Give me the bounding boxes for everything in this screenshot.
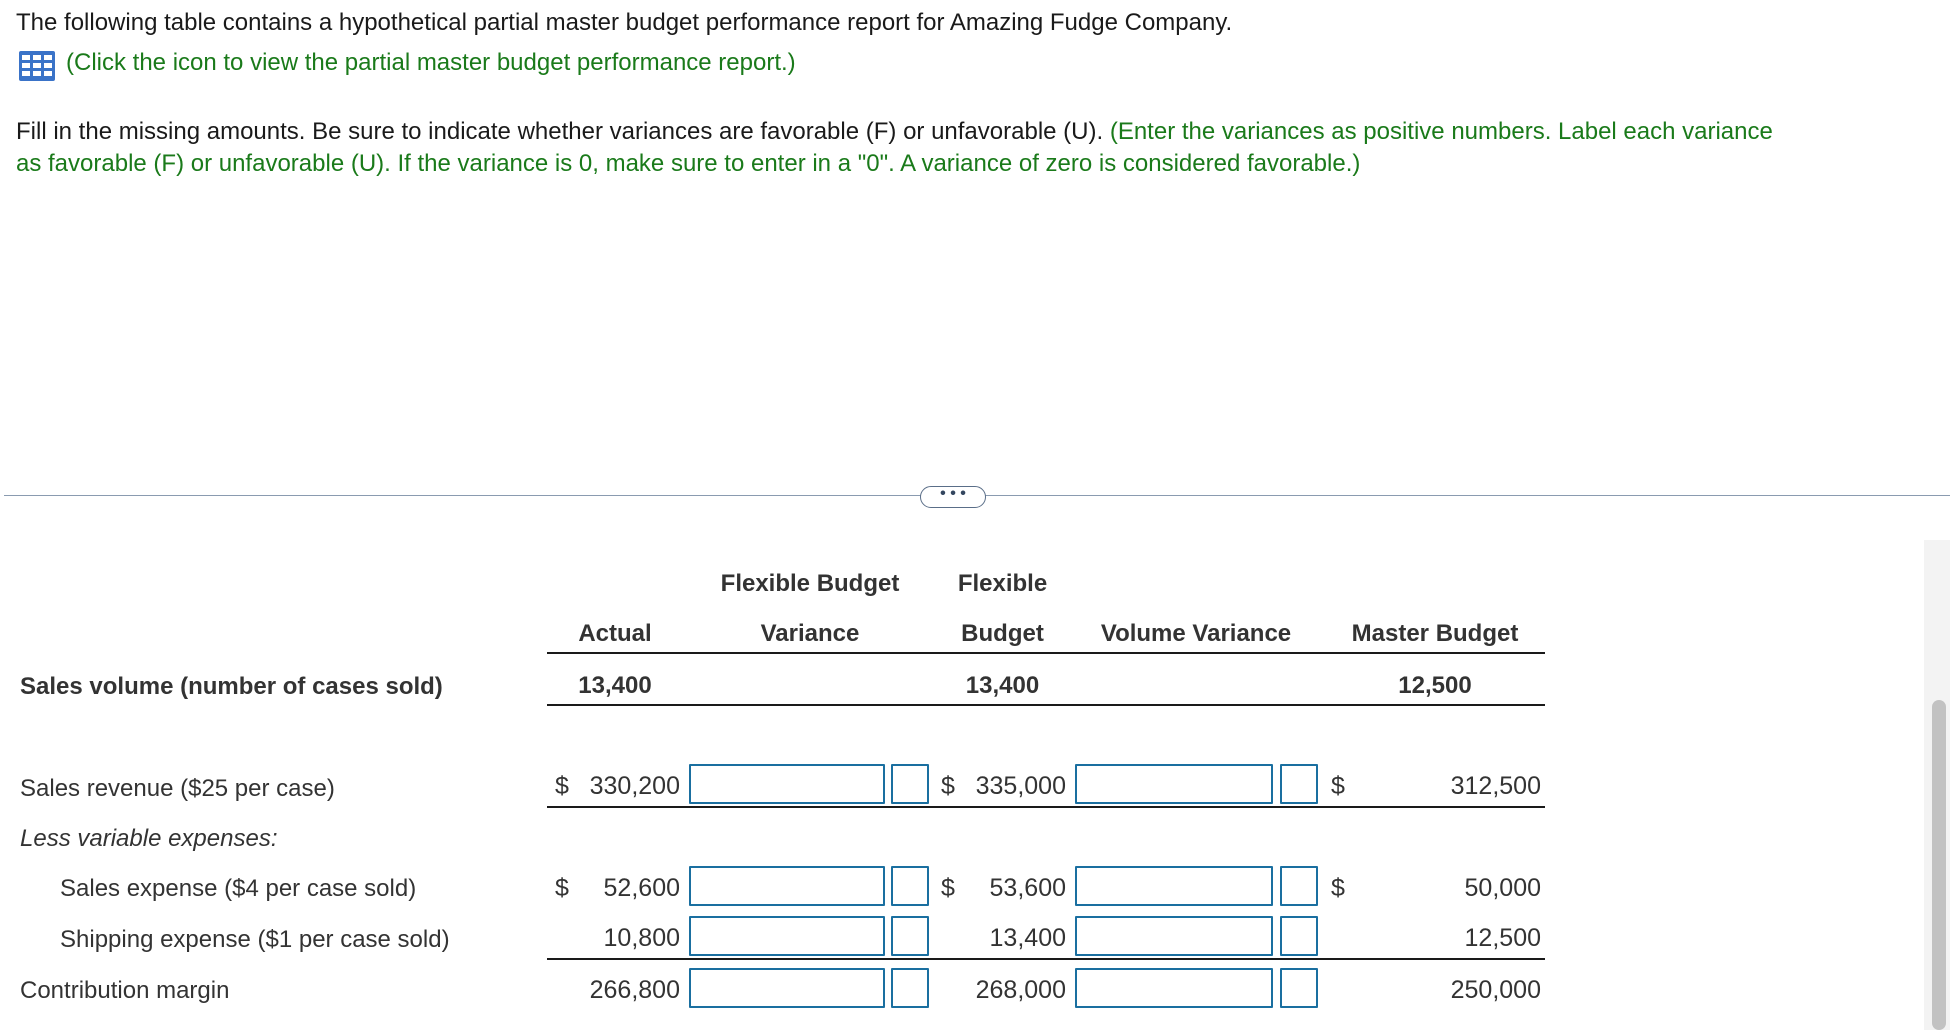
shipping-expense-fbv-amount-input[interactable] [689, 916, 885, 956]
expand-ellipsis-button[interactable]: • • • [920, 486, 986, 508]
row-label-sales-expense: Sales expense ($4 per case sold) [60, 875, 417, 902]
row-label-sales-revenue: Sales revenue ($25 per case) [20, 775, 335, 802]
sales-expense-fbv-amount-input[interactable] [689, 866, 885, 906]
contribution-margin-flexible: 268,000 [975, 976, 1066, 1004]
sales-expense-master-currency: $ [1331, 874, 1345, 902]
row-label-sales-volume: Sales volume (number of cases sold) [20, 673, 443, 700]
instruction-main: Fill in the missing amounts. Be sure to indicate whether variances are favorable (F) or unfavorable (U). [16, 118, 1104, 145]
contribution-margin-fbv-amount-input[interactable] [689, 968, 885, 1008]
header-underline [547, 652, 1545, 654]
sales-expense-fbv-label-input[interactable] [891, 866, 929, 906]
contribution-margin-actual: 266,800 [589, 976, 680, 1004]
sales-expense-flex-currency: $ [941, 874, 955, 902]
header-fb-line2: Budget [961, 620, 1044, 647]
sales-volume-flexible: 13,400 [965, 672, 1040, 699]
shipping-expense-flexible: 13,400 [989, 924, 1066, 952]
sales-expense-actual-currency: $ [555, 874, 569, 902]
sales-revenue-underline [547, 806, 1545, 808]
sales-revenue-master: 312,500 [1450, 772, 1541, 800]
header-fbv-line2: Variance [760, 620, 860, 647]
sales-revenue-actual-currency: $ [555, 772, 569, 800]
sales-revenue-vv-amount-input[interactable] [1075, 764, 1273, 804]
sales-revenue-master-currency: $ [1331, 772, 1345, 800]
sales-volume-underline [547, 704, 1545, 706]
sales-volume-actual: 13,400 [578, 672, 652, 699]
shipping-expense-underline [547, 958, 1545, 960]
view-report-link[interactable]: (Click the icon to view the partial master budget performance report.) [66, 49, 796, 76]
vertical-scrollbar-thumb[interactable] [1932, 700, 1946, 1030]
shipping-expense-master: 12,500 [1464, 924, 1541, 952]
contribution-margin-vv-label-input[interactable] [1280, 968, 1318, 1008]
shipping-expense-actual: 10,800 [603, 924, 680, 952]
sales-expense-actual: 52,600 [603, 874, 680, 902]
header-fb-line1: Flexible [957, 570, 1048, 597]
header-volume-variance: Volume Variance [1100, 620, 1292, 647]
sales-revenue-flex-currency: $ [941, 772, 955, 800]
shipping-expense-fbv-label-input[interactable] [891, 916, 929, 956]
sales-expense-flexible: 53,600 [989, 874, 1066, 902]
sales-expense-master: 50,000 [1464, 874, 1541, 902]
sales-volume-master: 12,500 [1398, 672, 1472, 699]
row-label-shipping-expense: Shipping expense ($1 per case sold) [60, 926, 450, 953]
shipping-expense-vv-amount-input[interactable] [1075, 916, 1273, 956]
contribution-margin-fbv-label-input[interactable] [891, 968, 929, 1008]
contribution-margin-vv-amount-input[interactable] [1075, 968, 1273, 1008]
sales-revenue-actual: 330,200 [589, 772, 680, 800]
contribution-margin-master: 250,000 [1450, 976, 1541, 1004]
less-variable-expenses-label: Less variable expenses: [20, 825, 278, 852]
shipping-expense-vv-label-input[interactable] [1280, 916, 1318, 956]
sales-revenue-flexible: 335,000 [975, 772, 1066, 800]
table-icon[interactable] [18, 50, 56, 82]
intro-text: The following table contains a hypothetical partial master budget performance report for Amazing Fudge Company. [16, 9, 1233, 36]
row-label-contribution-margin: Contribution margin [20, 977, 230, 1004]
instruction-text [16, 117, 1773, 147]
sales-revenue-fbv-label-input[interactable] [891, 764, 929, 804]
instruction-hint: (Enter the variances as positive numbers. Label each variance [1109, 118, 1773, 145]
sales-expense-vv-amount-input[interactable] [1075, 866, 1273, 906]
header-master-budget: Master Budget [1351, 620, 1519, 647]
sales-revenue-vv-label-input[interactable] [1280, 764, 1318, 804]
sales-revenue-fbv-amount-input[interactable] [689, 764, 885, 804]
instruction-hint-continued: as favorable (F) or unfavorable (U). If the variance is 0, make sure to enter in a "0". A variance of zero is considered favorable.) [16, 150, 1361, 177]
header-actual: Actual [578, 620, 652, 647]
header-fbv-line1: Flexible Budget [720, 570, 900, 597]
sales-expense-vv-label-input[interactable] [1280, 866, 1318, 906]
